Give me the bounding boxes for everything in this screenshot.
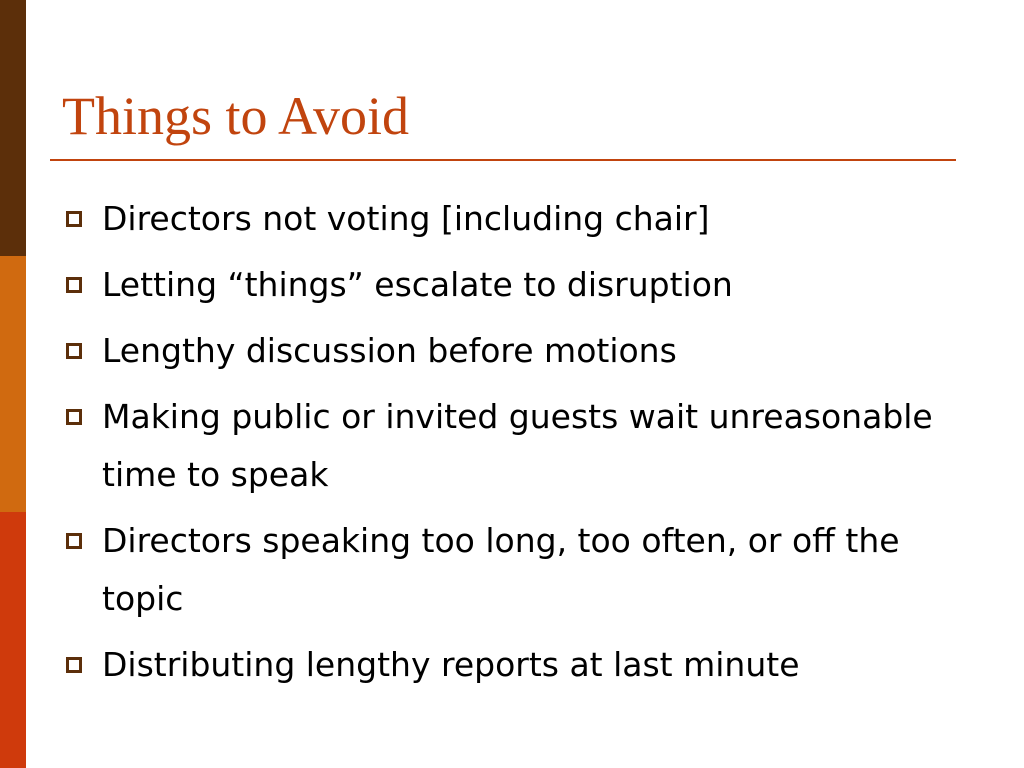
hollow-square-icon <box>66 533 82 549</box>
bullet-text: Distributing lengthy reports at last minute <box>102 645 800 684</box>
band-segment-middle <box>0 256 26 512</box>
bullet-item <box>62 636 962 694</box>
hollow-square-icon <box>66 343 82 359</box>
hollow-square-icon <box>66 277 82 293</box>
bullet-text: Directors speaking too long, too often, or off the topic <box>102 521 900 618</box>
hollow-square-icon <box>66 211 82 227</box>
bullet-item <box>62 256 962 314</box>
bullet-text: Letting “things” escalate to disruption <box>102 265 733 304</box>
bullet-item <box>62 388 962 504</box>
bullet-item <box>62 190 962 248</box>
hollow-square-icon <box>66 409 82 425</box>
slide-title: Things to Avoid <box>62 86 410 146</box>
bullet-text: Lengthy discussion before motions <box>102 331 677 370</box>
bullet-list <box>62 190 962 702</box>
title-underline <box>50 159 956 161</box>
bullet-item <box>62 322 962 380</box>
bullet-text: Making public or invited guests wait unreasonable time to speak <box>102 397 933 494</box>
band-segment-top <box>0 0 26 256</box>
band-segment-bottom <box>0 512 26 768</box>
hollow-square-icon <box>66 657 82 673</box>
bullet-item <box>62 512 962 628</box>
bullet-text: Directors not voting [including chair] <box>102 199 710 238</box>
side-color-band <box>0 0 26 768</box>
